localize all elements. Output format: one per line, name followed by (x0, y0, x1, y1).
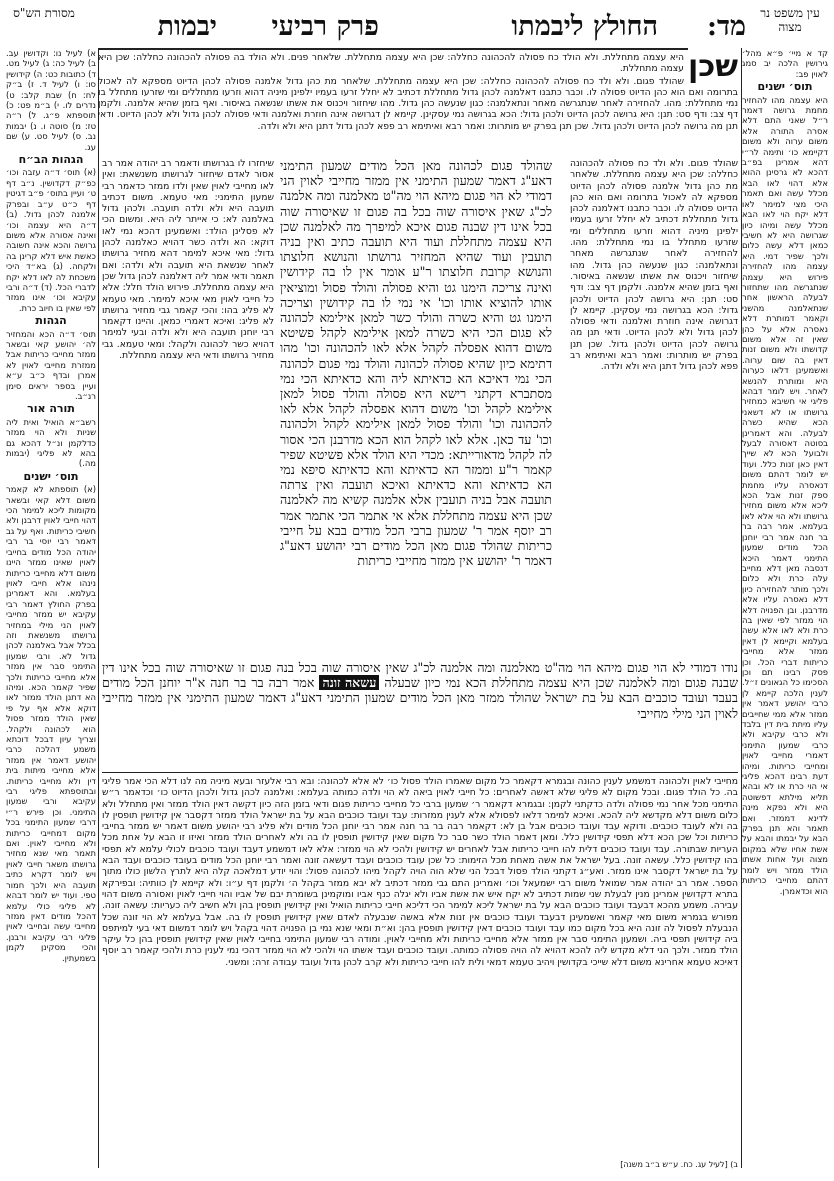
right-column (742, 48, 828, 1168)
hagahot-title: הגהות (35, 314, 67, 328)
inner-left-commentary (102, 158, 274, 658)
gemara-wide-text (102, 660, 738, 770)
left-margin-header: מסורת הש"ס (13, 6, 75, 20)
top-commentary-line: היא עצמה מתחללת. ולא הולד כח פסולה להכהונה כחללה: שכן היא עצמה מתחללת. שלאחר פנים. ולא הולד בה פסולה להכהונה כחללה: שכן היא עצמה מתחללת. (98, 52, 684, 75)
masoret-hashas-text: א) לעיל נו: וקדושין עב. ב) לעיל כה: ג) לעיל מט. ד) כתובות כט: ה) קידושין סו: ו) לעיל ד. ז) ב״ק לח: ח) שבת קלב: ט) נדרים לו. י) ב״מ פט: כ) תוספתא פ״ג. ל) ר״ה טז: מ) סוטה ו. נ) יבמות נב. ס) לעיל סט. ע) שם עג. (6, 48, 96, 152)
hagahot-text: תוס׳ ד״ה הכא והמחזיר לה׳ יהושע קאי ובשאר ממזר מחייבי כריתות אבל ממזרת מחייבי לאוין לא אמרן ובדף כ״ב ע״א ועיין בספר יראים סימן רנ״ב. (6, 328, 96, 401)
tosafot-text: היא עצמה מהו להחזיר מחמת גרושה דאמר ר״ל שאני התם דלא אסרה התורה אלא משום ערוה ולא משום דקיימא כו׳ ותימה לר״י דהא אמרינן בפ״ב דהכא לא גרסינן ההוא אלא דהוי לאו הבא מכלל עשה ואם תאמר היכי מצי למימר לאו דלא יקח הוי לאו הבא מכלל עשה ומיהו כיון שגרושה היא לא חשיבי כמאן דלא עשה כלום ולכך שפיר דמי. היא עצמה מהו להחזירה פירוש היא עצמה שנתגרשה מהו שתחזור לבעלה הראשון אחר שנתאלמנה מהשני וקאמר דמותרת דלא נאסרה אלא על כהן שאין זה אלא משום קדושתו ולא משום זנות דאין בה שום ערוה. ואשמעינן דלאו כערוה היא ומותרת להנשא לאחר. ויש לומר דבהא פליגי אי חשיבא כמחזיר גרושתו או לא דשאני הכא שהיא כשרה לבעלה. והא דאמרינן בסוטה דאסורה לבעל ולבועל הכא לא שייך דאין כאן זנות כלל. ועוד יש לומר דהתם משום דנאסרה עליו מחמת ספק זנות אבל הכא ליכא אלא משום מחזיר גרושתו ולא הוי אלא לאו בעלמא. אמר רבה בר בר חנה אמר רבי יוחנן הכל מודים שמעון התימני דאמר היכא דנסבה מאן דלא מחייב עלה כרת ולא כלום ולכך מותר להחזירה כיון דלא נאסרה עליו אלא מדרבנן. ובן הפנויה דלא הוי ממזר לפי שאין בה כרת ולא לאו אלא עשה בעלמא וקיימא לן דאין ממזר אלא מחייבי כריתות דברי הכל. וכן פסק רבינו תם וכן הסכימו כל הגאונים ז״ל. לענין הלכה קיימא לן כרבי יהושע דאמר אין ממזר אלא ממי שחייבים עליו מיתת בית דין בלבד ולא כרבי עקיבא ולא כרבי שמעון התימני דאמרי מחייבי לאוין ומחייבי כריתות. ומיהו דעת רבינו דהכא פליגי אי הוי כרת או לא ובהא תליא מילתא דפשוטה היא ולא נפקא מינה לדינא דממזר. ואם תאמר והא תנן בפרק הבא על יבמתו והבא על אשת אחיו שלא במקום מצוה ועל אחות אשתו הולד ממזר ויש לומר דהתם מחייבי כריתות הוא וכדאמרן. (742, 94, 828, 896)
torah-or-text: רשב״א הואיל ואית ליה שניות ולא הוי ממזר כדלקמן ונ״ל דהכא גם בהא לא פליגי (יבמות מה.) (6, 416, 96, 469)
left-column (6, 48, 96, 1168)
gemara-continuation-start: נודו דמודי לא הוי פגום מיהא הוי מה"ט מאלמנה ומה אלמנה לכ"ג שאין איסורה שוה בכל בנה פגום זו שאיסורה שוה בכל אינו דין שבנה פגום ומה לאלמנה שכן היא עצמה מתחללת הכא נמי כיון שבעלה (102, 660, 738, 691)
tosafot-title: תוס׳ ישנים (757, 80, 813, 94)
boxed-phrase: עשאה זונה (319, 675, 379, 690)
gemara-continuation-end: אמר רבה בר בר חנה א"ר יוחנן הכל מודים בעבד ועובד כוכבים הבא על בת ישראל שהולד ממזר מאן הכל מודים שמעון התימני דאע"ג דאמר שמעון התימני אין ממזר מחייבי לאוין הני מילי מחייבי (102, 675, 738, 721)
bottom-commentary (102, 776, 738, 1156)
top-commentary-body: שהולד פגום. ולא ולד כח פסולה להכהונה כחללה: שכן היא עצמה מתחללת. שלאחר מת כהן גדול אלמנה פסולה לכהן הדיוט מספקא לה לאכול בתרומה ואם הוא כהן הדיוט פסולה לו. וכבר כתבנו דאלמנה לכהן גדול מתחללת דכתיב לא יחלל זרעו בעמיו ילפינן מיניה דהוא וזרעו מתחללים ומי שזרעו מתחלל בו נמי מתחללת: מהו. להחזירה לאחר שנתגרשה מאחר ונתאלמנה: כגון שנעשה כהן גדול. מהו שיחזור ויכנוס את אשתו שנשאה באיסור. ואף בזמן שהיא אלמנה. ולקמן דף צב: ודף סט: תנן: היא גרושה לכהן הדיוט ולכהן גדול: הכא בגרושה נמי עסקינן. קיימא לן דגרושה אינה חוזרת ואלמנה ודאי פסולה לכהן גדול ולא לכהן הדיוט. ודאי תנן מה גרושה לכהן הדיוט ולכהן גדול. שכן תנן בפרק יש מותרות: ואמר רבא ואיתימא רב פפא לכהן גדול דתנן היא ולא ולדה. (98, 75, 738, 132)
right-margin-header: עין משפט נר מצוה (760, 6, 820, 34)
inner-right-text: שהולד פגום. ולא ולד כח פסולה להכהונה כחללה: שכן היא עצמה מתחללת. שלאחר מת כהן גדול אלמנה פסולה לכהן הדיוט מספקא לה לאכול בתרומה ואם הוא כהן הדיוט פסולה לו. וכבר כתבנו דאלמנה לכהן גדול מתחללת דכתיב לא יחלל זרעו בעמיו ילפינן מיניה דהוא וזרעו מתחללים ומי שזרעו מתחלל בו נמי מתחללת: מהו. להחזירה לאחר שנתגרשה מאחר ונתאלמנה: כגון שנעשה כהן גדול. מהו שיחזור ויכנוס את אשתו שנשאה באיסור. ואף בזמן שהיא אלמנה. ולקמן דף צב: ודף סט: תנן: היא גרושה לכהן הדיוט ולכהן גדול: הכא בגרושה נמי עסקינן. קיימא לן דגרושה אינה חוזרת ואלמנה ודאי פסולה לכהן גדול ולא לכהן הדיוט. ודאי תנן מה גרושה לכהן הדיוט ולכהן גדול. שכן תנן בפרק יש מותרות: ואמר רבא ואיתימא רב פפא לכהן גדול דתנן היא ולא ולדה. (570, 158, 738, 373)
tractate-name: יבמות (157, 11, 217, 42)
right-column-rule (741, 48, 742, 1168)
header-rule (98, 48, 688, 50)
bottom-section-rule (102, 772, 738, 773)
tosafot-yeshanim-text: (א) תוספתא לא קאמר משום דלא קאי ובשאר מקומות ליכא למימר הכי דהוי חייבי לאוין דרבנן ולא חשיבי כריתות. ואף על גב דאמר רבי יוסי בר רבי יהודה הכל מודים בחייבי לאוין שאינו ממזר היינו משום דלא מחייבי כריתות נינהו אלא חייבי לאוין בעלמא. והא דאמרינן בפרק החולץ דאמר רבי עקיבא יש ממזר מחייבי לאוין הני מילי במחזיר גרושתו משנשאת וזה בכלל אבל באלמנה לכהן גדול לא. ורבי שמעון התימני סבר אין ממזר אלא מחייבי כריתות ולכך שפיר קאמר הכא. ומיהו הא דתנן הולד ממזר לאו דוקא אלא אף על פי שאין הולד ממזר פסול הוא לכהונה ולקהל. וצריך עיון דבכל דוכתא משמע דהלכה כרבי יהושע דאמר אין ממזר אלא מחייבי מיתות בית דין ולא מחייבי כריתות. ובתוספתא פליגי רבי עקיבא ורבי שמעון התימני. וכן פירש ר״י דרבי שמעון התימני בכל מקום דמחייבי כריתות ולא מחייבי לאוין. ואם תאמר מאי שנא מחזיר גרושתו משאר חייבי לאוין ויש לומר דקרא כתיב תועבה היא ולכך חמור טפי. ועוד יש לומר דבהא לא פליגי כולי עלמא דהכל מודים דאין ממזר מחייבי עשה ובחייבי לאוין פליגי רבי עקיבא ורבנן. והכי מסקינן לקמן בשמעתין. (6, 484, 96, 963)
torah-or-title: תורה אור (27, 402, 75, 416)
ein-mishpat-text: קד א מיי׳ פ״א מהל׳ גירושין הלכה יב סמג לאוין פב: (742, 48, 828, 79)
bottom-commentary-text: מחייבי לאוין ולכהונה דמשמע לענין כהונה ובגמרא דקאמר כל מקום שאמרו הולד פסול כו׳ לא אלא לכהונה: ובא רבי אלעזר ובעא מיניה מה לנו דלא הכי אמר פליגי בה. כל הולד פגום. ובכל מקום לא פליגי שלא דאשה לאחרים: כל חייבי לאוין ביאה לא הוי ולדה כמותה בעלמא: ואלמנה לכהן גדול ולכהן הדיוט כו׳ וכדאמר ר״ש התימני מכל אחר נמי פסולה ולדה כדקתני לקמן: ובגמרא דקאמר ר׳ שמעון ברבי כל מחייבי כריתות פגום ודאי בזמן הזה כיון דקשה דאין הולד ממזר ואין מתחלל ולא כלום משום דלא מקדשא ליה להכא. ואיכא למימר דלאו לפסולא אלא לענין ממזרות: עבד ועובד כוכבים הבא על בת ישראל הולד ממזר דקסבר אין קידושין תופסין לו בה ולא לעובד כוכבים. ודוקא עבד ועובד כוכבים אבל בן לא: דקאמר רבה בר בר חנה אמר רבי יוחנן הכל מודים ולא פליג רבי יהושע משום דאמר יש ממזר בחייבי כריתות וכל שכן הכא דלא תפסי קידושין כלל. ומאן דאמר הולד כשר סבר כל מקום שאין קידושין תופסין לו בה ולא לאחרים הולד ממזר ואיזו זו הבא על אחת מכל העריות שבתורה. עבד ועובד כוכבים דלית להו חייבי כריתות אבל לאחרים יש קידושין ולהכי לא הוי ממזר: אלא לאו דמשמע דעבד ועובד כוכבים לכולי עלמא לא תפסי בהו קידושין כלל. עשאה זונה. בעל ישראל את אשה מאחת מכל הזימות: כל שכן עובד כוכבים ועבד דעשאה זונה ואמר רבי יוחנן הכל מודים בעובד כוכבים ועבד הבא על בת ישראל דקסבר אינו ממזר. ואע״ג דקתני הולד פסול דבכל הני שלא הוה הויה לקהל מיהו לכהונה פסול: והוי יודע דמלאכה קלה היא לתרץ הלשון כולו מתוך הספר. אמר רב יהודה אמר שמואל משום רבי ישמעאל וכו׳ ואמרינן התם גבי ממזר דכתיב לא יבא ממזר בקהל ה׳ ולקמן דף ע״ו: ולא קיימא לן כוותיה: ובפירקא בתרא דקדושין אמרינן מנין לבעלת שני שמות דכתיב לא יקח איש את אשת אביו ולא יגלה כנף אביו ומוקמינן בשומרת יבם של אביו והוי חייבי לאוין ואסורה משום דהוי עבירה. משמע מהכא דבעבד ועובד כוכבים הבא על בת ישראל ליכא למימר הכי דליכא חייבי כריתות הואיל ואין קידושין תופסין בהן ולא חשיב ליה כעריות: עשאה זונה. מפורש בגמרא משום מאי קאמר ואשמעינן דבעבד ועובד כוכבים אין זנות אלא באשה שנבעלה לאדם שאין קידושין תופסין לו בה. אבל בעלמא לא הוי זונה שכל הנבעלת לפסול לה זונה היא בכל מקום כמו עבד ועובד כוכבים דאין קידושין תופסין בהן: וא״ת ומאי שנא נמי בן הפנויה דהוי בקהל ויש לומר דמשום דאי בעי למיתפס ביה קידושין תפסי ביה. ושמעון התימני סבר אין ממזר אלא מחייבי כריתות ולא מחייבי לאוין. ומודה רבי שמעון התימני בחייבי לאוין שאין קידושין תופסין בהן כל עיקר הולד ממזר. ולכך הני דלא מקדש ליה להכא דהויא לה הויה פסולה כמותה. ועובד כוכבים ועבד אשתו הוי ולהכי לא הוי ממזר דהכי נמי לענין כרת ולהכי קאמר רב יוסף דאיכא טעמא אחרינא משום דלא שייכי בקדושין ויהיב טעמא דמאי ולית להו חייבי כריתות ולא קרב לכהן גדול ועובד עבודה זרה: ומשני. (102, 776, 738, 968)
left-column-rule (98, 48, 99, 1168)
gemara-main-text (280, 158, 552, 658)
chapter-name: החולץ ליבמתו (511, 11, 658, 42)
footnote: ב) [לעיל עג. כח. ע״ש ב״ב משנה] (620, 1160, 738, 1169)
top-commentary (98, 52, 738, 156)
hagahot-bach-text: (א) תוס׳ ד״ה עזבה וכו׳ כפ״ק דקדושין. נ״ב דף ט׳ ועיין בתוס׳ פ״ב דגיטין דף כ״ט ע״ב ובפרק אלמנה לכהן גדול. (ב) ד״ה היא עצמה וכו׳ ואינה אסורה אלא משום גרושה והכא אינה חשובה כאשת איש דלא קרינן בה ולקחה. (ג) בא״ד היכי משכחת לה לאו דלא יקח לדברי הכל. (ד) ד״ה ורבי עקיבא וכו׳ אינו ממזר לפי שאין בו חיוב כרת. (6, 167, 96, 313)
inner-left-text: שיחזרו לו בגרושתו ודאמר רב יהודה אמר רב אסור לאדם שיחזור לגרושתו משנשאת: ואין לאו מחייבי לאוין שאין ולדו ממזר כדאמר רבי שמעון התימני: מאי טעמא. משום דכתיב תועבה היא ולא ולדה תועבה. ולכהן גדול באלמנה לא: כי אייתר ליה היא. ומשום הכי לא פסלינן הולד: ואשמעינן דהכא נמי לאו דוקא: הא ולדה כשר דהויא כאלמנה לכהן גדול: מאי איכא למימר דהא מחזיר גרושתו לאחר שנשאת היא תועבה ולא ולדה: ואם תאמר ודאי אמר ליה דאלמנה לכהן גדול שכן היא עצמה מתחללת. פירוש הולד חלל: אלא כל חייבי לאוין מאי איכא למימר. מאי טעמא לא פליג בהו: והכי קאמר גבי מחזיר גרושתו לא פליג: ואיכא דאמרי כמאן. והיינו דקאמר רבי יוחנן תועבה היא ולא ולדה ובעי למימר דהויא כשר לכהונה ולקהל: ומאי טעמא. גבי מחזיר גרושתו ודאי היא עצמה מתחללת. (102, 158, 274, 362)
tosafot-yeshanim-title: תוס׳ ישנים (23, 469, 79, 483)
gemara-continuation (102, 660, 738, 721)
opening-word: שכן (687, 52, 738, 84)
hagahot-bach-title: הגהות הב״ח (18, 153, 84, 167)
gemara-body: שהולד פגום לכהונה מאן הכל מודים שמעון התימני דאע"ג דאמר שמעון התימני אין ממזר מחייבי לאוין הני דמודי לא הוי פגום מיהא הוי מה"ט מאלמנה ומה אלמנה לכ"ג שאין איסורה שוה בכל בה פגום זו שאיסורה שוה בכל אינו דין שבנה פגום איכא למיפרך מה לאלמנה שכן היא עצמה מתחללת ועוד היא תועבה כתיב ואין בניה תועבין ועוד שהיא המחזיר גרושתו והנושא חלוצתו והנושא קרובת חלוצתו ר"ע אומר אין לו בה קידושין ואינה צריכה הימנו גט והיא פסולה והולד פסול ומוציאין אותו להוציא אותו וכו' אי נמי לו בה קידושין וצריכה הימנו גט והיא כשרה והולד כשר למאן אילימא לכהונה לא פגום הכי היא כשרה למאן אילימא לקהל פשיטא משום דהוא אפסלה לקהל אלא לאו להכהונה וכו' מהו דתימא כיון שהיא פסולה לכהונה והולד נמי פגום לכהונה הכי נמי דאיכא הא כדאיתא ליה והא כדאיתא הכי נמי מסתברא דקתני רישא היא פסולה והולד פסול למאן אילימא לקהל וכו' משום דהוא אפסלה לקהל אלא לאו להכהונה וכו' והולד פסול למאן אילימא לקהל ולכהונה וכו' עד כאן. אלא לאו לקהל הוא הכא מדרבנן הכי אסור לה לקהל מדאורייתא: מכדי היא הולד אלא פשיטא שפיר קאמר ר"ע וממזר הא כדאיתא והא כדאיתא סיפא נמי הא כדאיתא והא כדאיתא ואיכא תועבה ואין צרתה תועבה אבל בניה תועבין אלא אלמנה קשיא מה לאלמנה שכן היא עצמה מתחללת אלא אי אתמר הכי אתמר אמר רב יוסף אמר ר' שמעון ברבי הכל מודים בבא על חייבי כריתות שהולד פגום מאן הכל מודים רבי יהושע דאע"ג דאמר ר' יהושע אין ממזר מחייבי כריתות (280, 158, 552, 569)
chapter-number: פרק רביעי (271, 11, 379, 42)
page-number: מד: (707, 11, 746, 42)
inner-right-commentary (570, 158, 738, 658)
